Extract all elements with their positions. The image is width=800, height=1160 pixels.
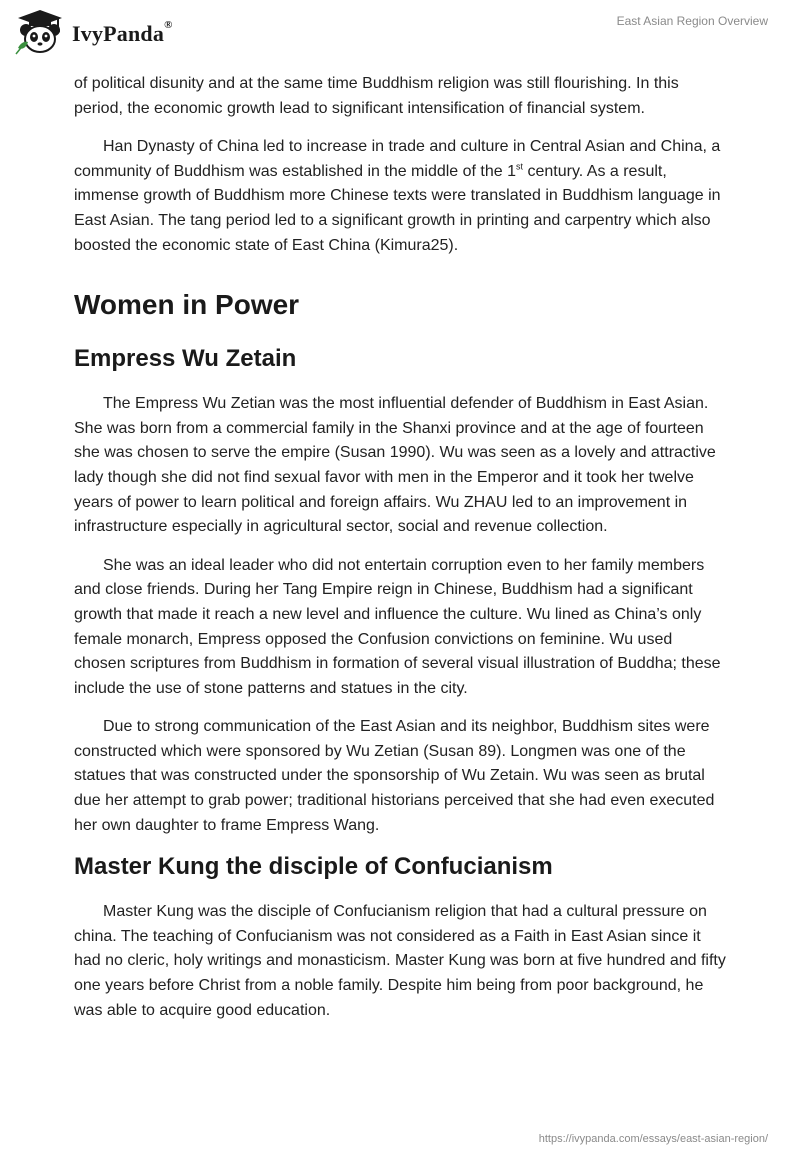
ivypanda-logo[interactable] — [14, 8, 173, 56]
panda-logo-icon — [14, 8, 66, 56]
paragraph-text: century. As a result, immense growth of Buddhism more Chinese texts were translated in Buddhism language in East Asian. The tang period led to a significant growth in printing and carpentry which also boosted the economic state of East China (Kimura25). — [74, 162, 721, 254]
paragraph-han-dynasty — [74, 135, 726, 258]
source-url-link[interactable]: https://ivypanda.com/essays/east-asian-region/ — [538, 1133, 768, 1145]
paragraph-buddhism-sites: Due to strong communication of the East Asian and its neighbor, Buddhism sites were constructed which were sponsored by Wu Zetian (Susan 89). Longmen was one of the statues that was constructed under the sponsorship of Wu Zetain. Wu was seen as brutal due her attempt to grab power; traditional historians perceived that she had even executed her own daughter to frame Empress Wang. — [74, 718, 715, 834]
document-title: East Asian Region Overview — [616, 14, 768, 28]
paragraph-continued: of political disunity and at the same time Buddhism religion was still flourishing. In this period, the economic growth lead to significant intensification of financial system. — [74, 75, 679, 117]
logo-wordmark: IvyPanda® — [72, 19, 173, 46]
section-heading-women-in-power: Women in Power — [74, 289, 300, 321]
subheading-empress-wu: Empress Wu Zetain — [74, 345, 297, 373]
registered-mark: ® — [164, 19, 173, 31]
subheading-master-kung: Master Kung the disciple of Confucianism — [74, 853, 553, 881]
paragraph-empress-wu-intro: The Empress Wu Zetian was the most influential defender of Buddhism in East Asian. She was born from a commercial family in the Shanxi province and at the age of fourteen she was chosen to serve the empire (Susan 1990). Wu was seen as a lovely and attractive lady though she did not find sexual favor with men in the Emperor and it took her twelve years of power to learn political and foreign affairs. Wu ZHAU led to an improvement in infrastructure especially in agricultural sector, social and revenue collection. — [74, 395, 716, 536]
paragraph-ideal-leader: She was an ideal leader who did not entertain corruption even to her family members and close friends. During her Tang Empire reign in Chinese, Buddhism had a significant growth that made it reach a new level and influence the culture. Wu lined as China’s only female monarch, Empress opposed the Confusion convictions on feminine. Wu used chosen scriptures from Buddhism in formation of several visual illustration of Buddha; these include the use of stone patterns and statues in the city. — [74, 556, 721, 697]
ordinal-superscript: st — [516, 161, 524, 172]
paragraph-text: Han Dynasty of China led to increase in trade and culture in Central Asian and China, a community of Buddhism was established in the middle of the 1 — [74, 138, 721, 180]
essay-content — [74, 72, 726, 1037]
page-header — [0, 0, 800, 70]
paragraph-master-kung: Master Kung was the disciple of Confucianism religion that had a cultural pressure on china. The teaching of Confucianism was not considered as a Faith in East Asian since it had no cleric, holy writings and monasticism. Master Kung was born at five hundred and fifty one years before Christ from a noble family. Despite him being from poor background, he was able to acquire good education. — [74, 903, 726, 1019]
